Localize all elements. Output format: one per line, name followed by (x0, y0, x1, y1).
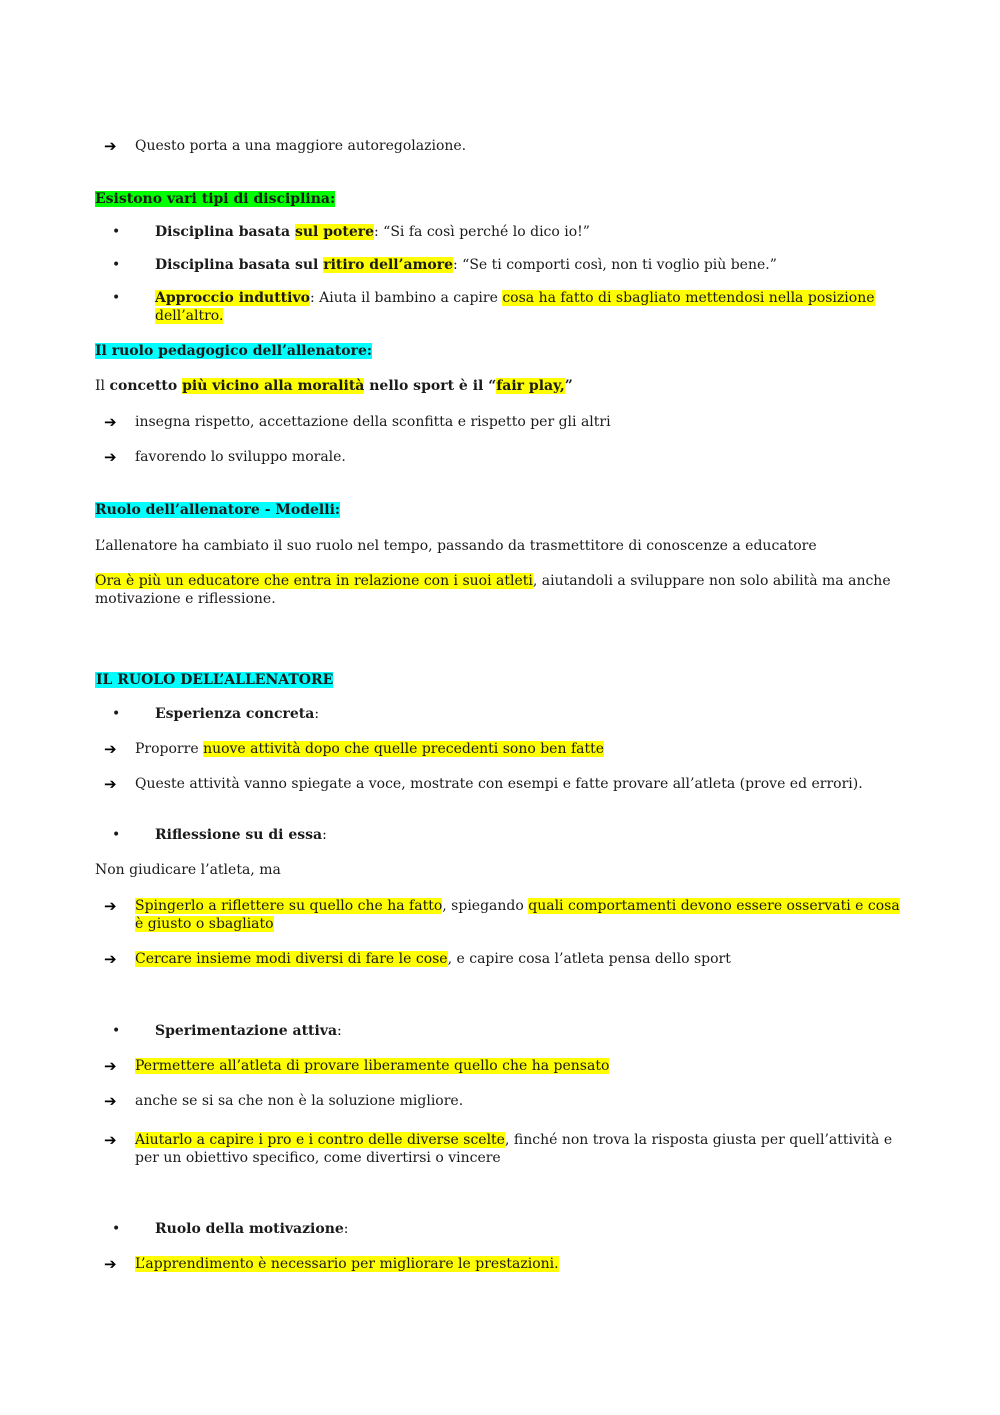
bullet-icon: • (112, 257, 121, 273)
bullet-icon: • (112, 827, 121, 843)
arrow-text: Questo porta a una maggiore autoregolazione. (135, 138, 467, 154)
arrow-text: Proporre nuove attività dopo che quelle precedenti sono ben fatte (135, 741, 605, 757)
paragraph-fair-play: Il concetto più vicino alla moralità nello sport è il “fair play,” (95, 378, 573, 394)
bullet-icon: • (112, 290, 121, 306)
arrow-text: Cercare insieme modi diversi di fare le cose, e capire cosa l’atleta pensa dello sport (135, 951, 731, 967)
arrow-text: Queste attività vanno spiegate a voce, mostrate con esempi e fatte provare all’atleta (prove ed errori). (135, 776, 863, 792)
arrow-icon: ➔ (104, 950, 117, 968)
paragraph-role-change: L’allenatore ha cambiato il suo ruolo nel tempo, passando da trasmettitore di conoscenze a educatore (95, 538, 817, 554)
paragraph-educator: Ora è più un educatore che entra in relazione con i suoi atleti, aiutandoli a sviluppare non solo abilità ma anche motivazione e riflessione. (95, 573, 891, 607)
arrow-icon: ➔ (104, 137, 117, 155)
arrow-icon: ➔ (104, 740, 117, 758)
bullet-text: Ruolo della motivazione: (155, 1221, 349, 1237)
bullet-text: Disciplina basata sul ritiro dell’amore: “Se ti comporti così, non ti voglio più bene.” (155, 257, 777, 273)
arrow-text: Aiutarlo a capire i pro e i contro delle diverse scelte, finché non trova la risposta giusta per quell’attività e per un obiettivo specifico, come divertirsi o vincere (135, 1132, 893, 1166)
bullet-icon: • (112, 224, 121, 240)
bullet-icon: • (112, 706, 121, 722)
arrow-text: L’apprendimento è necessario per migliorare le prestazioni. (135, 1256, 559, 1272)
paragraph-no-judging: Non giudicare l’atleta, ma (95, 862, 281, 878)
arrow-icon: ➔ (104, 1092, 117, 1110)
section-heading-models: Ruolo dell’allenatore - Modelli: (95, 502, 341, 518)
section-heading-discipline: Esistono vari tipi di disciplina: (95, 191, 336, 207)
arrow-icon: ➔ (104, 775, 117, 793)
arrow-icon: ➔ (104, 413, 117, 431)
arrow-text: Permettere all’atleta di provare liberamente quello che ha pensato (135, 1058, 610, 1074)
arrow-icon: ➔ (104, 1255, 117, 1273)
arrow-text: anche se si sa che non è la soluzione migliore. (135, 1093, 464, 1109)
arrow-icon: ➔ (104, 448, 117, 466)
arrow-text: favorendo lo sviluppo morale. (135, 449, 346, 465)
bullet-text: Approccio induttivo: Aiuta il bambino a capire cosa ha fatto di sbagliato mettendosi nella posizione dell’altro. (155, 290, 875, 324)
arrow-text: Spingerlo a riflettere su quello che ha fatto, spiegando quali comportamenti devono essere osservati e cosa è giusto o sbagliato (135, 898, 900, 932)
bullet-icon: • (112, 1221, 121, 1237)
bullet-text: Sperimentazione attiva: (155, 1023, 342, 1039)
arrow-icon: ➔ (104, 897, 117, 915)
bullet-icon: • (112, 1023, 121, 1039)
section-heading-coach-role: IL RUOLO DELL’ALLENATORE (96, 672, 334, 688)
bullet-text: Esperienza concreta: (155, 706, 320, 722)
section-heading-pedagogical-role: Il ruolo pedagogico dell’allenatore: (95, 343, 373, 359)
bullet-text: Disciplina basata sul potere: “Si fa così perché lo dico io!” (155, 224, 590, 240)
arrow-icon: ➔ (104, 1131, 117, 1149)
bullet-text: Riflessione su di essa: (155, 827, 327, 843)
arrow-text: insegna rispetto, accettazione della sconfitta e rispetto per gli altri (135, 414, 611, 430)
arrow-icon: ➔ (104, 1057, 117, 1075)
